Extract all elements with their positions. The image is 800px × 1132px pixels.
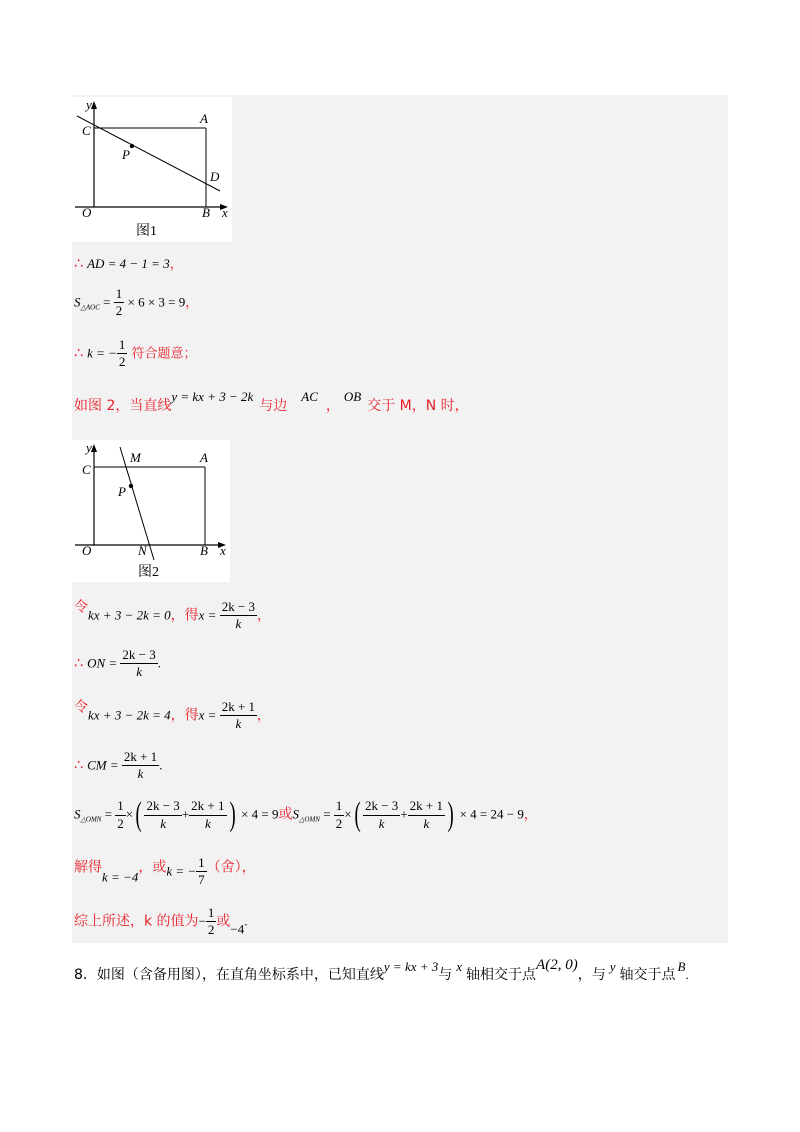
figure-2-graph [72, 440, 230, 582]
svg-text:C: C [82, 462, 91, 477]
svg-text:B: B [200, 543, 208, 558]
svg-text:y: y [86, 97, 92, 112]
svg-text:D: D [210, 169, 220, 184]
fraction: $\frac{2k + 1}{k}$ [221, 699, 256, 732]
solution-line-conclusion: 综上所述，k 的值为− $\frac{1}{2}$ 或−4. [74, 905, 248, 938]
fraction: $\frac{2k - 3}{k}$ [122, 647, 156, 680]
solution-line-k-half: ∴ k = − $\frac{1}{2}$ 符合题意； [74, 337, 197, 370]
solution-line-let-zero: 令kx + 3 − 2k = 0，得x = $\frac{2k - 3}{k}$ ， [74, 599, 271, 632]
svg-text:A: A [200, 111, 208, 126]
figure-1-graph [72, 97, 232, 242]
solution-line-area-omn: $S_{\triangle OMN}$ = $\frac{1}{2}$ ×( $\frac{2k - 3}{k}$ + $\frac{2k + 1}{k}$ ) × 4 = 9或$S_{\triangle OMN}$ = $\frac{1}{2}$ ×( $\frac{2k - 3}{k}$ + $\frac{2k + 1}{k}$ ) × 4 = 24 − 9， [74, 796, 537, 833]
fraction: $\frac{1}{2}$ [207, 905, 215, 938]
fraction: $\frac{2k + 1}{k}$ [123, 749, 158, 782]
fraction: $\frac{2k + 1}{k}$ [409, 798, 443, 831]
solution-line-solve: 解得k = −4，或k = − $\frac{1}{7}$ （舍）， [74, 855, 256, 888]
fraction: $\frac{2k + 1}{k}$ [191, 798, 225, 831]
problem-8: 8．如图（含备用图），在直角坐标系中，已知直线y = kx + 3与x轴相交于点A(2, 0)，与y轴交于点B. [74, 957, 689, 983]
svg-text:B: B [202, 205, 210, 220]
fraction: $\frac{1}{2}$ [117, 798, 124, 831]
svg-text:图2: 图2 [138, 565, 159, 580]
svg-text:O: O [82, 205, 92, 220]
fraction: $\frac{1}{7}$ [198, 855, 205, 888]
solution-line-let-four: 令kx + 3 − 2k = 4，得x = $\frac{2k + 1}{k}$ ， [74, 699, 271, 732]
solution-line-on: ∴ ON = $\frac{2k - 3}{k}$ . [74, 647, 161, 680]
fraction: $\frac{2k - 3}{k}$ [146, 798, 180, 831]
solution-line-cm: ∴ CM = $\frac{2k + 1}{k}$ . [74, 749, 163, 782]
svg-text:x: x [222, 205, 228, 220]
svg-text:O: O [82, 543, 92, 558]
svg-text:x: x [220, 543, 226, 558]
svg-text:N: N [138, 543, 147, 558]
figure-2 [72, 440, 230, 582]
svg-text:A: A [200, 450, 208, 465]
fraction: $\frac{1}{2}$ [335, 798, 343, 831]
svg-text:y: y [86, 440, 92, 455]
svg-text:M: M [130, 450, 141, 465]
svg-text:P: P [122, 147, 130, 162]
fraction: $\frac{2k - 3}{k}$ [221, 599, 256, 632]
svg-text:图1: 图1 [136, 224, 157, 239]
fraction: $\frac{1}{2}$ [118, 337, 126, 370]
fraction: $\frac{1}{2}$ [115, 286, 123, 319]
svg-text:P: P [118, 484, 126, 499]
svg-text:C: C [82, 123, 91, 138]
figure-1 [72, 97, 232, 242]
fraction: $\frac{2k - 3}{k}$ [364, 798, 399, 831]
solution-line-area-aoc: $S_{\triangle AOC}$ = $\frac{1}{2}$ × 6 × 3 = 9， [74, 286, 199, 319]
solution-line-ad: ∴ AD = 4 − 1 = 3， [74, 256, 183, 272]
solution-line-figure2-intro: 如图 2，当直线y = kx + 3 − 2k与边AC，OB交于 M，N 时， [74, 389, 469, 414]
